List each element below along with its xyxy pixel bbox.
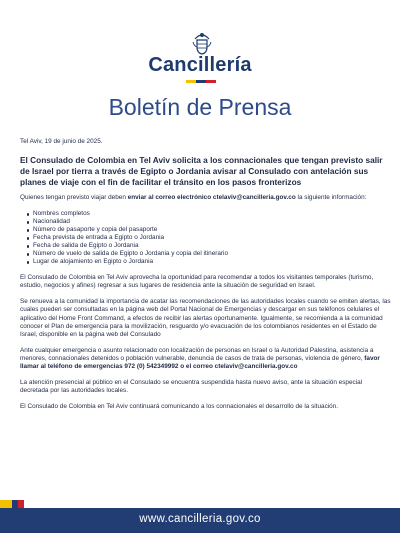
website-link[interactable]: www.cancilleria.gov.co: [139, 513, 261, 525]
list-item: Fecha prevista de entrada a Egipto o Jordania: [28, 234, 392, 242]
required-info-list: [20, 210, 392, 266]
flag-stripe: [186, 80, 216, 83]
emergency-paragraph: [20, 347, 392, 371]
colombia-coat-of-arms-icon: [191, 30, 213, 56]
list-item: Fecha de salida de Egipto o Jordania: [28, 242, 392, 250]
intro-paragraph: [20, 194, 392, 202]
intro-text: Quienes tengan previsto viajar deben: [20, 194, 128, 202]
email-instruction: enviar al correo electrónico ctelaviv@cancilleria.gov.co: [127, 194, 296, 202]
list-item: Número de vuelo de salida de Egipto o Jordania y copia del itinerario: [28, 250, 392, 258]
list-item: Número de pasaporte y copia del pasaporte: [28, 226, 392, 234]
list-item: Lugar de alojamiento en Egipto o Jordania: [28, 258, 392, 266]
footer: [0, 508, 400, 533]
suspension-paragraph: La atención presencial al público en el Consulado se encuentra suspendida hasta nuevo aviso, ante la situación especial decretada por las autoridades locales.: [20, 379, 363, 395]
brand-logo-text: Cancillería: [148, 54, 252, 76]
press-release-body: [20, 138, 392, 419]
emergency-contact: favor llamar al teléfono de emergencias 972 (0) 542349992 o el correo ctelaviv@cancilleria.gov.co: [20, 354, 380, 371]
visitors-paragraph: El Consulado de Colombia en Tel Aviv aprovecha la oportunidad para recomendar a todos los visitantes temporales (turismo, estudio, negocios y afines) regresar a sus lugares de residencia ante la situación de seguridad en Israel.: [20, 274, 374, 290]
page-title: Boletín de Prensa: [108, 94, 292, 120]
closing-paragraph: El Consulado de Colombia en Tel Aviv continuará comunicando a los connacionales el desarrollo de la situación.: [20, 403, 339, 411]
header: [0, 0, 400, 120]
intro-text-end: la siguiente información:: [295, 194, 367, 202]
release-date: Tel Aviv, 19 de junio de 2025.: [20, 138, 103, 145]
lead-paragraph: El Consulado de Colombia en Tel Aviv solicita a los connacionales que tengan previsto salir de Israel por tierra a través de Egipto o Jordania avisar al Consulado con antelación sus planes de viaje con el fin de facilitar el tránsito en los pasos fronterizos: [20, 155, 383, 188]
list-item: Nombres completos: [28, 210, 392, 218]
emergency-text: Ante cualquier emergencia o asunto relacionado con localización de personas en Israel o la Autoridad Palestina, asistencia a menores, connacionales detenidos o población vulnerable, denuncia de casos de trata de personas, violencia de género,: [20, 346, 374, 362]
alerts-paragraph: Se renueva a la comunidad la importancia de acatar las recomendaciones de las autoridades locales cuando se emiten alertas, las cuales pueden ser consultadas en la página web del Portal Nacional de Emergencias y descargar en sus teléfonos celulares el aplicativo del Home Front Command, a efectos de recibir las alertas oportunamente. Igualmente, se recomienda a la comunidad conocer el Plan de emergencia para la movilización, resguardo y/o evacuación de los colombianos residentes en el Estado de Israel, disponible en la página web del Consulado: [20, 298, 391, 338]
list-item: Nacionalidad: [28, 218, 392, 226]
flag-corner: [0, 500, 24, 508]
